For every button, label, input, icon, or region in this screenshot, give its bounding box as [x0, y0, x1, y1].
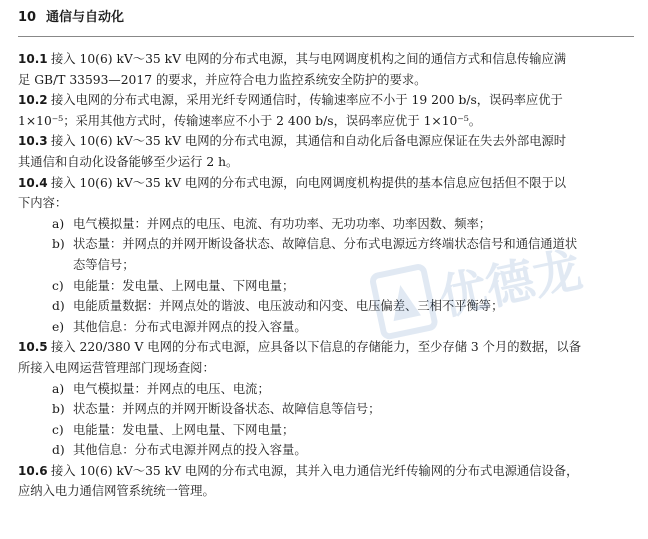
heading-divider — [18, 36, 634, 37]
clause-number: 10.3 — [18, 134, 48, 149]
clause-continuation — [18, 111, 634, 132]
clause-text: 所接入电网运营管理部门现场查阅： — [18, 360, 215, 375]
list-item — [18, 440, 634, 461]
clause-list — [18, 49, 634, 502]
list-item — [18, 399, 634, 420]
clause-text: 接入 10(6) kV～35 kV 电网的分布式电源，向电网调度机构提供的基本信息应包括但不限于以 — [51, 175, 567, 190]
clause-number: 10.5 — [18, 340, 48, 355]
list-item-marker: a) — [52, 216, 65, 231]
list-item — [18, 379, 634, 400]
clause-text: 应纳入电力通信网管系统统一管理。 — [18, 484, 215, 499]
list-item-text: 其他信息：分布式电源并网点的投入容量。 — [73, 443, 307, 458]
list-item — [18, 255, 634, 276]
clause-number: 10.1 — [18, 52, 48, 66]
clause-paragraph — [18, 173, 634, 194]
list-item — [18, 317, 634, 338]
list-item-text: 电能量：发电量、上网电量、下网电量； — [73, 278, 295, 293]
list-item — [18, 420, 634, 441]
clause-text: 接入 10(6) kV～35 kV 电网的分布式电源，其并入电力通信光纤传输网的分布式电源通信设备， — [51, 463, 579, 478]
watermark-text: 优德龙 — [434, 241, 587, 327]
clause-text: 1×10⁻⁵；采用其他方式时，传输速率应不小于 2 400 b/s，误码率应优于 1×10⁻⁵。 — [18, 113, 482, 128]
section-title: 通信与自动化 — [46, 10, 125, 25]
clause-continuation — [18, 358, 634, 379]
clause-text: 接入 220/380 V 电网的分布式电源，应具备以下信息的存储能力，至少存储 3 个月的数据，以备 — [51, 340, 582, 355]
clause-text: 接入电网的分布式电源，采用光纤专网通信时，传输速率应不小于 19 200 b/s，误码率应优于 — [51, 93, 563, 108]
list-item-marker: e) — [52, 319, 65, 334]
list-item-text: 其他信息：分布式电源并网点的投入容量。 — [73, 319, 307, 334]
clause-number: 10.4 — [18, 175, 48, 190]
list-item-text: 电气模拟量：并网点的电压、电流； — [73, 381, 270, 396]
list-item-text: 态等信号； — [73, 257, 135, 272]
list-item-marker: a) — [52, 381, 65, 396]
clause-paragraph — [18, 49, 634, 70]
list-item-marker: c) — [52, 422, 64, 437]
clause-paragraph — [18, 337, 634, 358]
list-item — [18, 296, 634, 317]
clause-text: 接入 10(6) kV～35 kV 电网的分布式电源，其通信和自动化后备电源应保证在失去外部电源时 — [51, 134, 567, 149]
list-item — [18, 214, 634, 235]
clause-text: 足 GB/T 33593—2017 的要求，并应符合电力监控系统安全防护的要求。 — [18, 72, 427, 87]
list-item-marker: d) — [52, 443, 65, 458]
list-item-text: 状态量：并网点的并网开断设备状态、故障信息等信号； — [73, 402, 381, 417]
list-item-marker: c) — [52, 278, 64, 293]
list-item-marker: b) — [52, 402, 65, 417]
list-item-marker: b) — [52, 237, 65, 252]
clause-continuation — [18, 70, 634, 91]
section-number: 10 — [18, 10, 37, 25]
clause-continuation — [18, 193, 634, 214]
list-item-text: 电能量：发电量、上网电量、下网电量； — [73, 422, 295, 437]
clause-paragraph — [18, 131, 634, 152]
clause-paragraph — [18, 90, 634, 111]
list-item-text: 状态量：并网点的并网开断设备状态、故障信息、分布式电源远方终端状态信号和通信通道状 — [73, 237, 578, 252]
clause-number: 10.6 — [18, 463, 48, 478]
clause-paragraph — [18, 461, 634, 482]
section-heading — [18, 8, 634, 28]
clause-continuation — [18, 152, 634, 173]
clause-continuation — [18, 481, 634, 502]
list-item-marker: d) — [52, 299, 65, 314]
clause-text: 其通信和自动化设备能够至少运行 2 h。 — [18, 154, 239, 169]
clause-text: 下内容： — [18, 196, 68, 211]
clause-text: 接入 10(6) kV～35 kV 电网的分布式电源，其与电网调度机构之间的通信方式和信息传输应满 — [51, 52, 567, 66]
list-item-text: 电气模拟量：并网点的电压、电流、有功功率、无功功率、功率因数、频率； — [73, 216, 492, 231]
list-item-text: 电能质量数据：并网点处的谐波、电压波动和闪变、电压偏差、三相不平衡等； — [73, 299, 504, 314]
list-item — [18, 276, 634, 297]
clause-number: 10.2 — [18, 93, 48, 108]
list-item — [18, 234, 634, 255]
